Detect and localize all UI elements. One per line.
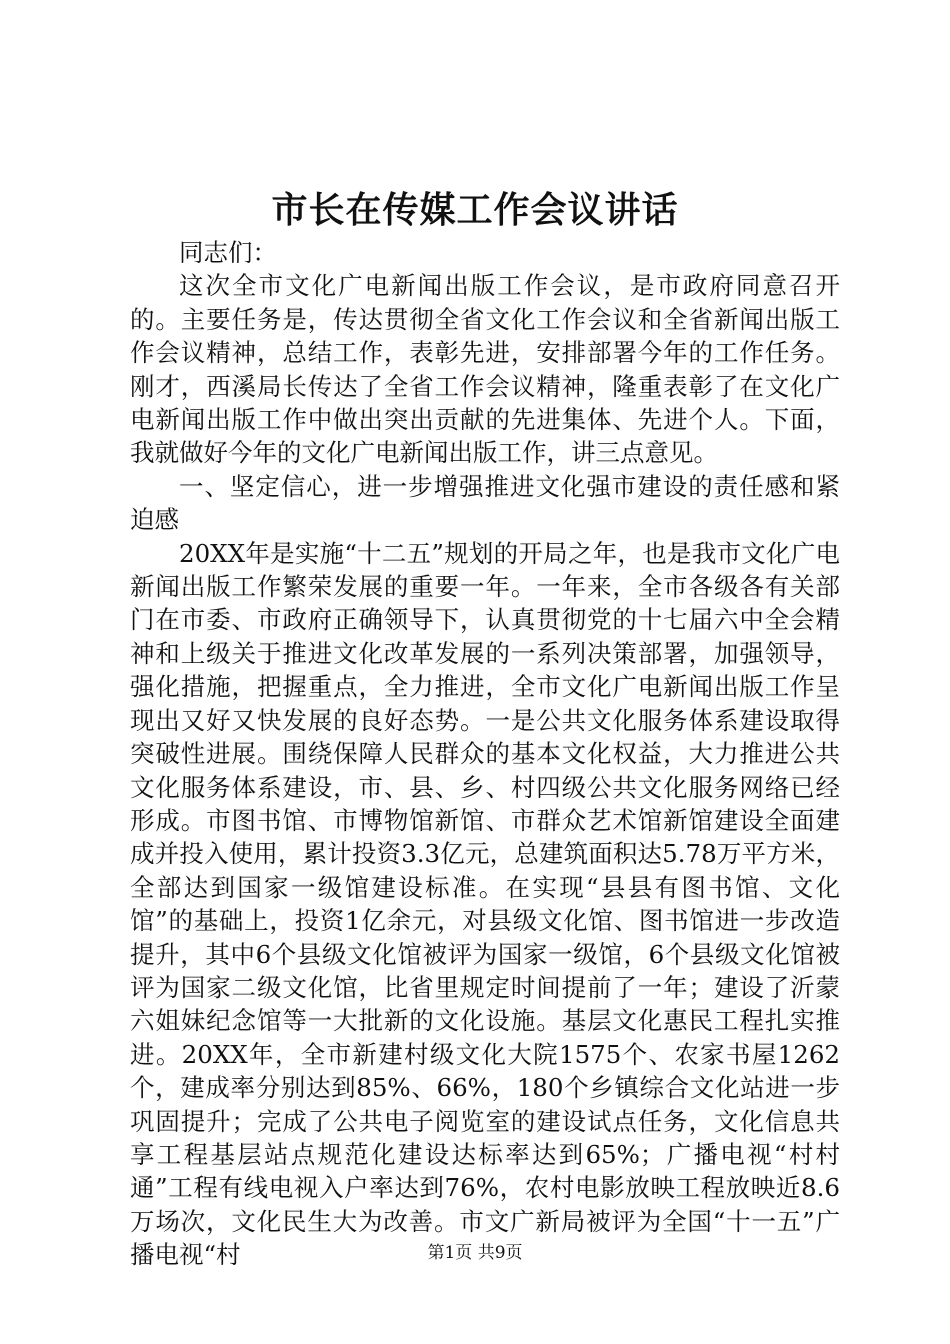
section-heading: 一、坚定信心，进一步增强推进文化强市建设的责任感和紧迫感 [130,471,840,535]
page-footer: 第1页 共9页 [427,1243,523,1263]
document-title: 市长在传媒工作会议讲话 [271,189,679,231]
salutation-paragraph: 同志们： [179,238,277,267]
intro-paragraph: 这次全市文化广电新闻出版工作会议，是市政府同意召开的。主要任务是，传达贯彻全省文化工作会议和全省新闻出版工作会议精神，总结工作，表彰先进，安排部署今年的工作任务。刚才，西溪局长传达了全省工作会议精神，隆重表彰了在文化广电新闻出版工作中做出突出贡献的先进集体、先进个人。下面，我就做好今年的文化广电新闻出版工作，讲三点意见。 [130,271,840,468]
document-body [130,236,840,1272]
body-paragraph: 20XX年是实施“十二五”规划的开局之年，也是我市文化广电新闻出版工作繁荣发展的重要一年。一年来，全市各级各有关部门在市委、市政府正确领导下，认真贯彻党的十七届六中全会精神和上级关于推进文化改革发展的一系列决策部署，加强领导，强化措施，把握重点，全力推进，全市文化广电新闻出版工作呈现出又好又快发展的良好态势。一是公共文化服务体系建设取得突破性进展。围绕保障人民群众的基本文化权益，大力推进公共文化服务体系建设，市、县、乡、村四级公共文化服务网络已经形成。市图书馆、市博物馆新馆、市群众艺术馆新馆建设全面建成并投入使用，累计投资3.3亿元，总建筑面积达5.78万平方米，全部达到国家一级馆建设标准。在实现“县县有图书馆、文化馆”的基础上，投资1亿余元，对县级文化馆、图书馆进一步改造提升，其中6个县级文化馆被评为国家一级馆，6个县级文化馆被评为国家二级文化馆，比省里规定时间提前了一年；建设了沂蒙六姐妹纪念馆等一大批新的文化设施。基层文化惠民工程扎实推进。20XX年，全市新建村级文化大院1575个、农家书屋1262个，建成率分别达到85%、66%，180个乡镇综合文化站进一步巩固提升；完成了公共电子阅览室的建设试点任务，文化信息共享工程基层站点规范化建设达标率达到65%；广播电视“村村通”工程有线电视入户率达到76%，农村电影放映工程放映近8.6万场次，文化民生大为改善。市文广新局被评为全国“十一五”广播电视“村 [130,538,840,1270]
